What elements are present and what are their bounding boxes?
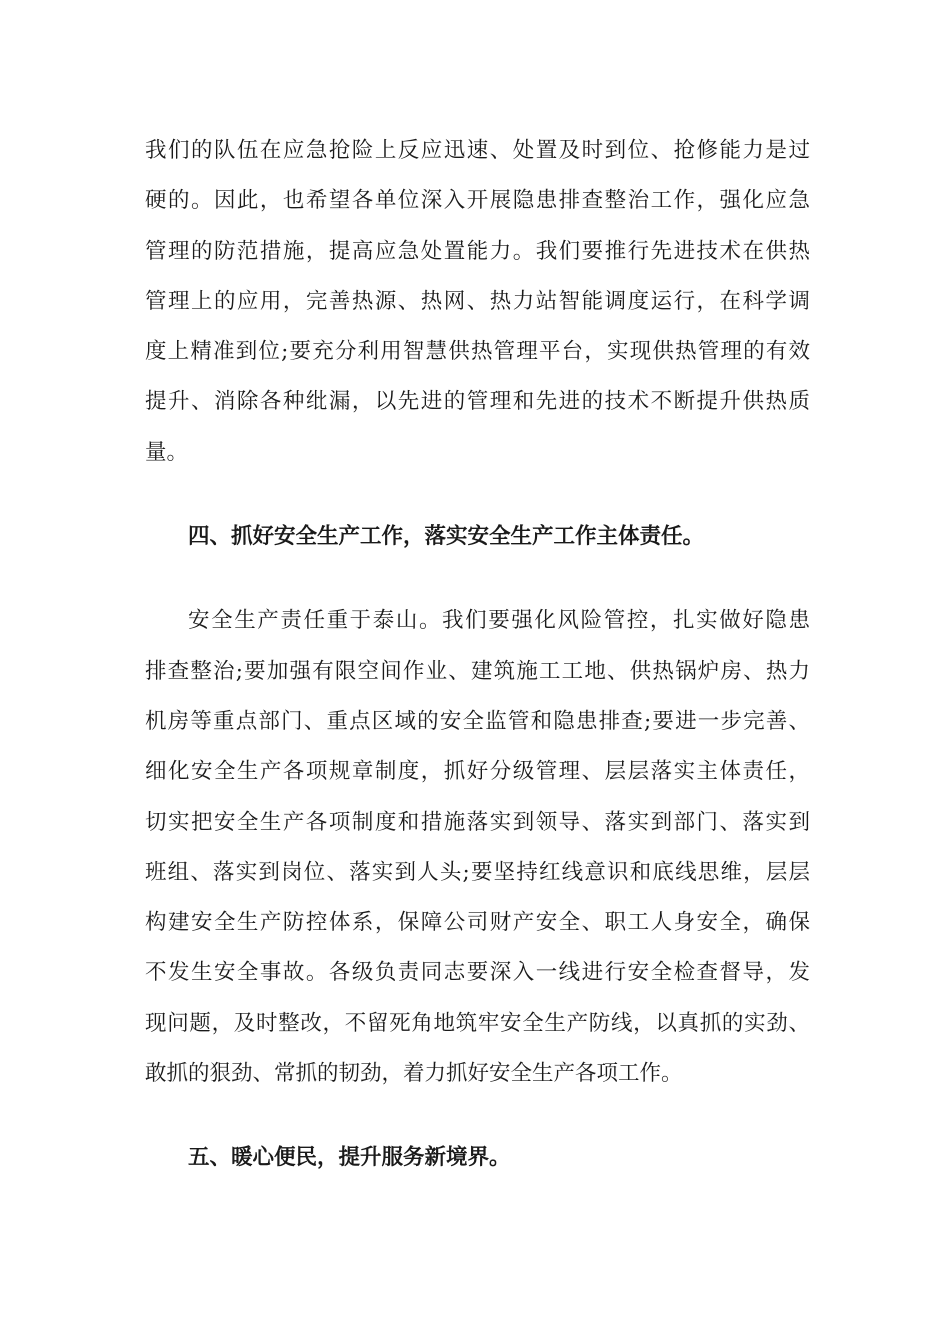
paragraph-line: 班组、落实到岗位、落实到人头;要坚持红线意识和底线思维，层层 <box>145 859 810 885</box>
paragraph <box>145 596 810 1099</box>
paragraph-line: 量。 <box>145 439 189 465</box>
paragraph-line: 不发生安全事故。各级负责同志要深入一线进行安全检查督导，发 <box>145 960 810 986</box>
paragraph <box>145 126 810 478</box>
paragraph-line: 构建安全生产防控体系，保障公司财产安全、职工人身安全，确保 <box>145 910 810 936</box>
paragraph-line: 现问题，及时整改，不留死角地筑牢安全生产防线，以真抓的实劲、 <box>145 1010 810 1036</box>
paragraph-line: 安全生产责任重于泰山。我们要强化风险管控，扎实做好隐患 <box>188 608 810 634</box>
paragraph-line: 提升、消除各种纰漏，以先进的管理和先进的技术不断提升供热质 <box>145 389 810 415</box>
paragraph-line: 排查整治;要加强有限空间作业、建筑施工工地、供热锅炉房、热力 <box>145 658 810 684</box>
paragraph-line: 硬的。因此，也希望各单位深入开展隐患排查整治工作，强化应急 <box>145 188 810 214</box>
document-page <box>145 126 810 1184</box>
paragraph-line: 细化安全生产各项规章制度，抓好分级管理、层层落实主体责任， <box>145 759 810 785</box>
section-heading: 四、抓好安全生产工作，落实安全生产工作主体责任。 <box>188 524 705 550</box>
spacer <box>145 478 810 512</box>
paragraph-line: 敢抓的狠劲、常抓的韧劲，着力抓好安全生产各项工作。 <box>145 1061 683 1087</box>
section-heading: 五、暖心便民，提升服务新境界。 <box>188 1145 511 1171</box>
paragraph-line: 机房等重点部门、重点区域的安全监管和隐患排查;要进一步完善、 <box>145 708 810 734</box>
paragraph-line: 管理上的应用，完善热源、热网、热力站智能调度运行，在科学调 <box>145 288 810 314</box>
paragraph-line: 度上精准到位;要充分利用智慧供热管理平台，实现供热管理的有效 <box>145 339 810 365</box>
spacer <box>145 562 810 596</box>
paragraph-line: 我们的队伍在应急抢险上反应迅速、处置及时到位、抢修能力是过 <box>145 138 810 163</box>
paragraph-line: 管理的防范措施，提高应急处置能力。我们要推行先进技术在供热 <box>145 238 810 264</box>
paragraph-line: 切实把安全生产各项制度和措施落实到领导、落实到部门、落实到 <box>145 809 810 835</box>
spacer <box>145 1099 810 1133</box>
